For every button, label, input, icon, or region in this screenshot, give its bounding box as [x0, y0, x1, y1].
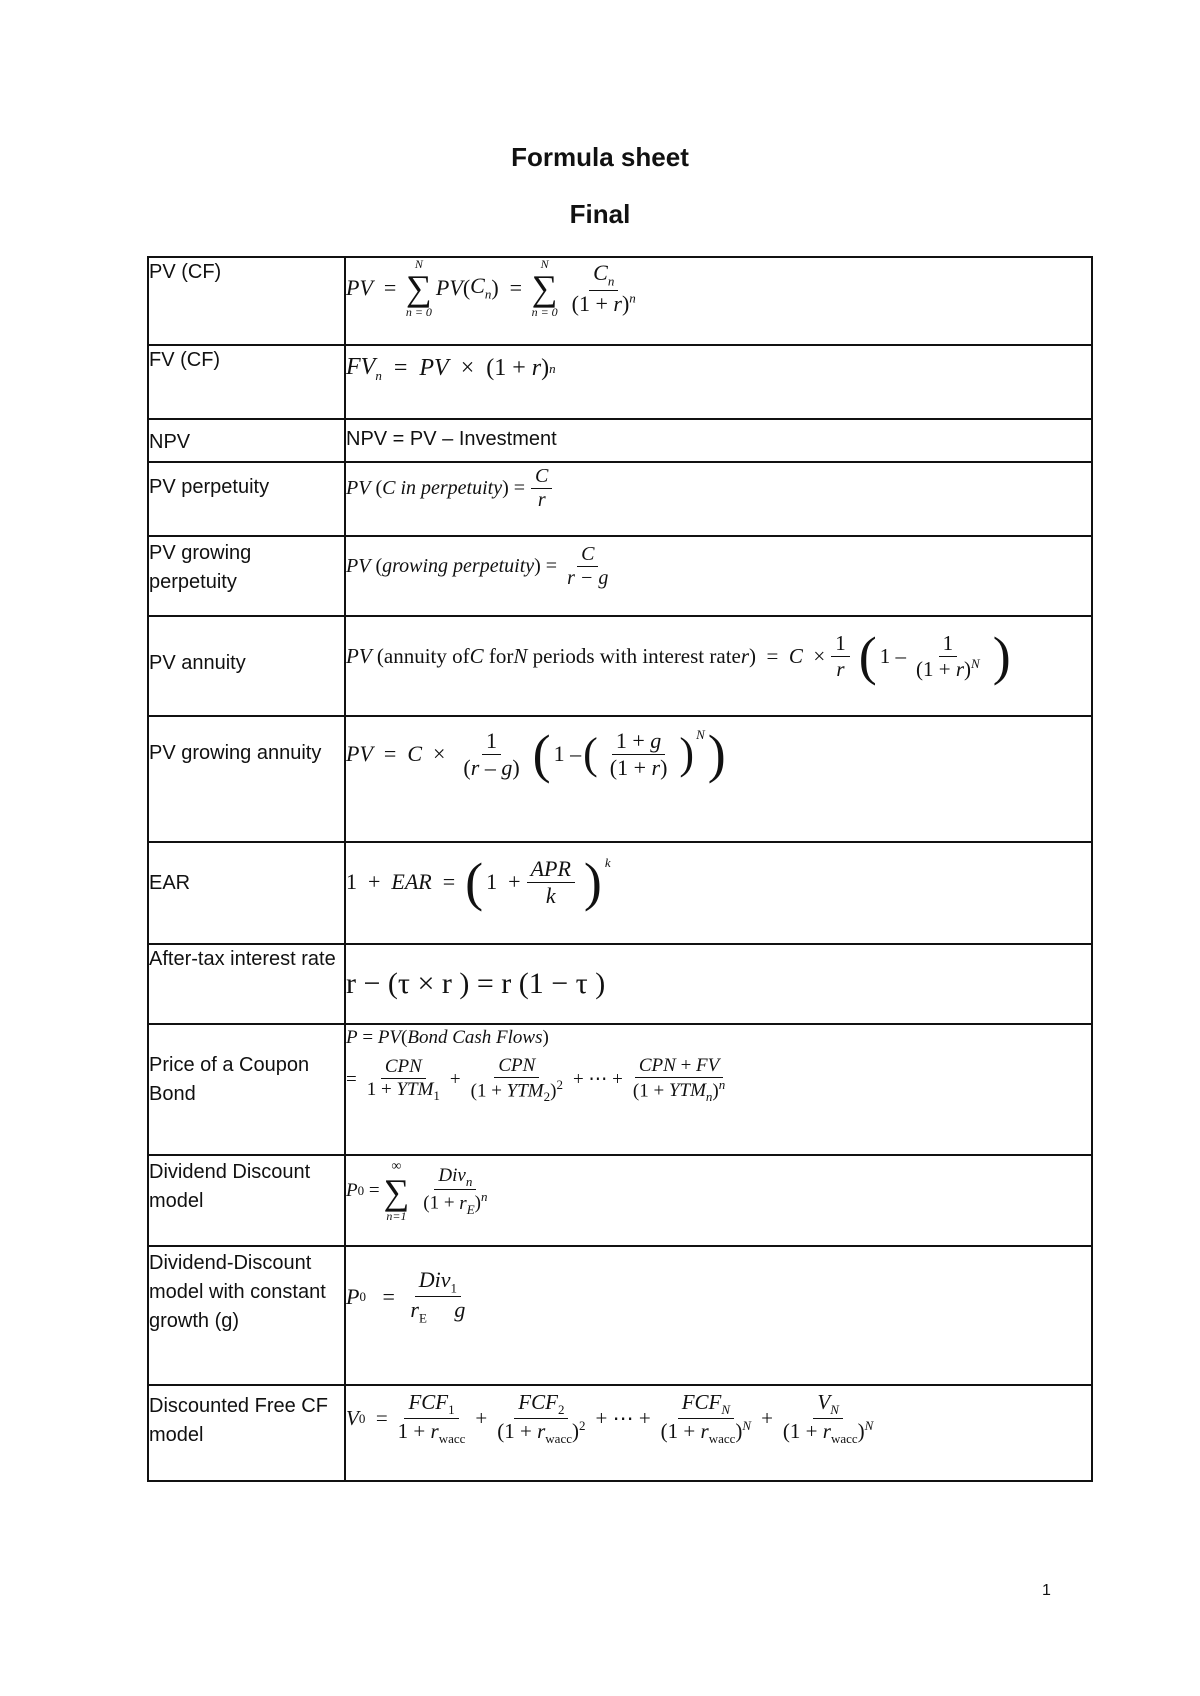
row-label: PV perpetuity [148, 462, 345, 536]
row-label: PV annuity [148, 616, 345, 716]
row-label: Discounted Free CF model [148, 1385, 345, 1481]
formula-pv-cf: PV = N ∑ n = 0 PV ( $C_n$ ) = N ∑ n = 0 $\frac{C_n}{(1 + r)^n}$ [345, 257, 1092, 345]
formula-pv-perpetuity: PV ( C in perpetuity ) = $\frac{C}{r}$ [345, 462, 1092, 536]
row-pv-growing-perpetuity [148, 536, 1092, 616]
formula-dividend-discount: P 0 = ∞ ∑ n=1 $\frac{Div_n}{(1 + r_E)^n}$ [345, 1155, 1092, 1246]
row-label: Dividend Discount model [148, 1155, 345, 1246]
row-label: PV growing annuity [148, 716, 345, 842]
formula-pv-growing-annuity: PV = C × $\frac{1}{(r - g)}$ ( 1 – ( $\frac{1 + g}{(1 + r)}$ ) $^N$ ) [345, 716, 1092, 842]
row-ddm-constant-growth [148, 1246, 1092, 1385]
formula-ddm-constant-growth: P 0 = $\frac{Div_1}{r_E g}$ [345, 1246, 1092, 1385]
row-pv-cf [148, 257, 1092, 345]
row-label: PV (CF) [148, 257, 345, 345]
formula-after-tax-rate: r − (τ × r ) = r (1 − τ ) [345, 944, 1092, 1024]
row-ear [148, 842, 1092, 944]
formula-fv-cf: $FV_n$ = PV × (1 + r ) n [345, 345, 1092, 419]
row-pv-growing-annuity [148, 716, 1092, 842]
formula-pv-growing-perpetuity: PV ( growing perpetuity ) = $\frac{C}{r - g}$ [345, 536, 1092, 616]
page-title: Formula sheet [511, 142, 689, 172]
formula-coupon-bond: P = PV(Bond Cash Flows) = $\frac{\text{CPN}}{1 + YTM_1}$ + $\frac{\text{CPN}}{(1 + YTM_2)^2}$ + ⋯ + $\frac{\text{CPN + FV}}{(1 + YTM_n)^n}$ [345, 1024, 1092, 1155]
formula-pv-annuity: PV (annuity of C for N periods with interest rate r ) = C × $\frac{1}{r}$ ( 1 – $\frac{1}{(1 + r)^N}$ ) [345, 616, 1092, 716]
row-label: NPV [148, 419, 345, 462]
page-subtitle: Final [569, 199, 631, 229]
page-number: 1 [1042, 1582, 1051, 1599]
formula-discounted-fcf: V 0 = $\frac{FCF_1}{1 + r_{wacc}}$ + $\frac{FCF_2}{(1 + r_{wacc})^2}$ + ⋯ + $\frac{FCF_N}{(1 + r_{wacc})^N}$ + $\frac{V_N}{(1 + r_{wacc})^N}$ [345, 1385, 1092, 1481]
formula-ear: 1 + EAR = ( 1 + $\frac{\text{APR}}{k}$ ) $^k$ [345, 842, 1092, 944]
npv-formula-text: NPV = PV – Investment [346, 428, 557, 450]
row-pv-perpetuity [148, 462, 1092, 536]
row-fv-cf [148, 345, 1092, 419]
row-dividend-discount [148, 1155, 1092, 1246]
row-label: After-tax interest rate [148, 944, 345, 1024]
row-label: Price of a Coupon Bond [148, 1024, 345, 1155]
row-label: EAR [148, 842, 345, 944]
row-npv [148, 419, 1092, 462]
row-label: PV growing perpetuity [148, 536, 345, 616]
formula-npv [345, 419, 1092, 462]
row-label: Dividend-Discount model with constant growth (g) [148, 1246, 345, 1385]
formula-table [147, 256, 1093, 1482]
row-after-tax-rate [148, 944, 1092, 1024]
row-coupon-bond [148, 1024, 1092, 1155]
row-discounted-fcf [148, 1385, 1092, 1481]
row-label: FV (CF) [148, 345, 345, 419]
row-pv-annuity [148, 616, 1092, 716]
